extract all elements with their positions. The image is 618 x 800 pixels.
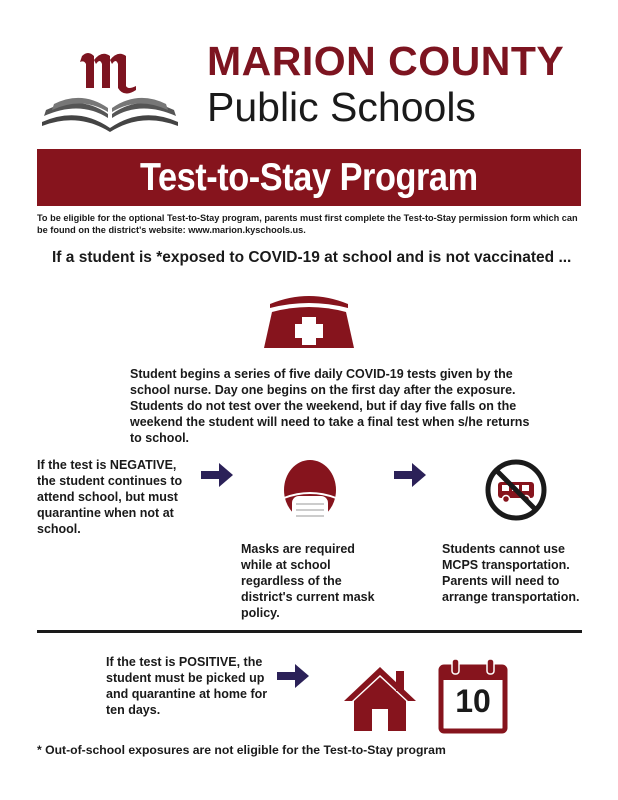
nurse-cap-icon — [258, 290, 360, 350]
open-book-m-logo-icon — [40, 42, 180, 132]
calendar-icon — [438, 657, 508, 735]
intro-heading: If a student is *exposed to COVID-19 at school and is not vaccinated ... — [52, 249, 572, 266]
negative-result-text: If the test is NEGATIVE, the student continues to attend school, but must quarantine when not at school. — [37, 458, 183, 536]
transportation-text: Students cannot use MCPS transportation. Parents will need to arrange transportation. — [442, 542, 580, 604]
face-mask-icon — [283, 458, 337, 530]
eligibility-note: To be eligible for the optional Test-to-Stay program, parents must first complete the Test-to-Stay permission form which can be found on the district's website: www.marion.kyschools.us. — [37, 213, 578, 235]
title-banner — [37, 149, 581, 206]
page-title: Test-to-Stay Program — [140, 155, 478, 199]
right-arrow-icon — [275, 661, 311, 691]
org-name-line1: MARION COUNTY — [207, 38, 565, 84]
mask-requirement-text: Masks are required while at school regardless of the district's current mask policy. — [241, 542, 375, 620]
footnote: * Out-of-school exposures are not eligible for the Test-to-Stay program — [37, 743, 446, 757]
calendar-day: 10 — [455, 683, 491, 719]
positive-result-text: If the test is POSITIVE, the student must be picked up and quarantine at home for ten days. — [106, 655, 268, 717]
right-arrow-icon — [392, 460, 428, 490]
house-icon — [342, 663, 418, 733]
no-bus-icon — [484, 458, 548, 522]
nurse-test-text: Student begins a series of five daily COVID-19 tests given by the school nurse. Day one begins on the first day after the exposure. Students do not test over the weekend, but if day five falls on the weekend the student will need to take a final test when s/he returns to school. — [130, 367, 530, 445]
right-arrow-icon — [199, 460, 235, 490]
org-name-line2: Public Schools — [207, 84, 476, 130]
divider — [37, 630, 582, 633]
